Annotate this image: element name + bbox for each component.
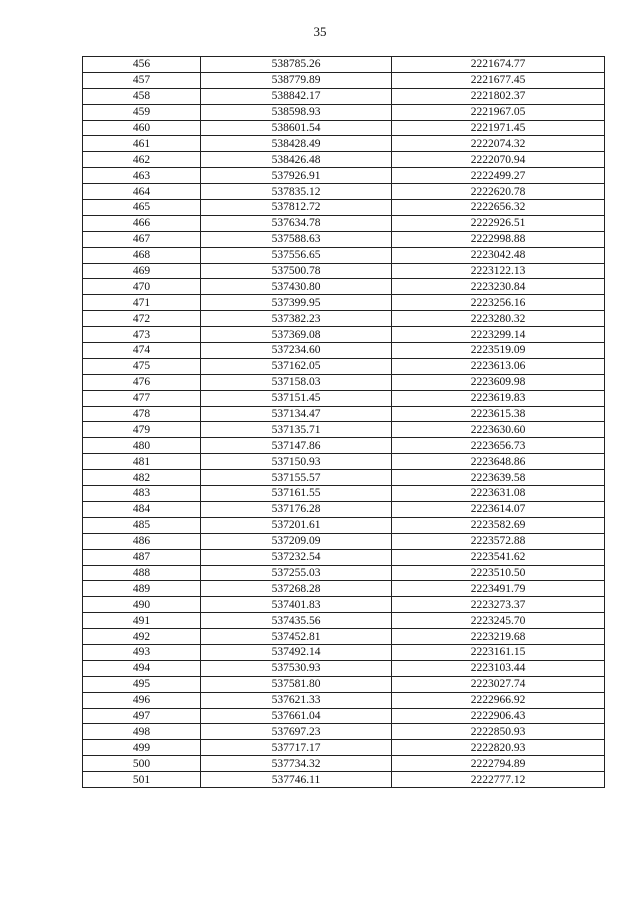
table-row	[83, 311, 605, 327]
point-number-cell: 458	[83, 88, 201, 104]
table-row	[83, 104, 605, 120]
y-coordinate-cell: 2223219.68	[392, 629, 605, 645]
x-coordinate-cell: 537746.11	[201, 772, 392, 788]
point-number-cell: 474	[83, 343, 201, 359]
y-coordinate-cell: 2222820.93	[392, 740, 605, 756]
x-coordinate-cell: 537399.95	[201, 295, 392, 311]
table-row	[83, 422, 605, 438]
table-row	[83, 676, 605, 692]
table-row	[83, 358, 605, 374]
x-coordinate-cell: 537147.86	[201, 438, 392, 454]
x-coordinate-cell: 537135.71	[201, 422, 392, 438]
x-coordinate-cell: 537697.23	[201, 724, 392, 740]
table-row	[83, 613, 605, 629]
point-number-cell: 478	[83, 406, 201, 422]
y-coordinate-cell: 2222656.32	[392, 200, 605, 216]
table-row	[83, 279, 605, 295]
table-row	[83, 374, 605, 390]
y-coordinate-cell: 2223161.15	[392, 644, 605, 660]
table-row	[83, 597, 605, 613]
x-coordinate-cell: 537176.28	[201, 501, 392, 517]
table-row	[83, 152, 605, 168]
y-coordinate-cell: 2222926.51	[392, 215, 605, 231]
table-row	[83, 438, 605, 454]
x-coordinate-cell: 537926.91	[201, 168, 392, 184]
y-coordinate-cell: 2223609.98	[392, 374, 605, 390]
table-row	[83, 581, 605, 597]
table-row	[83, 549, 605, 565]
x-coordinate-cell: 537492.14	[201, 644, 392, 660]
x-coordinate-cell: 537268.28	[201, 581, 392, 597]
point-number-cell: 492	[83, 629, 201, 645]
table-row	[83, 660, 605, 676]
y-coordinate-cell: 2223256.16	[392, 295, 605, 311]
point-number-cell: 479	[83, 422, 201, 438]
point-number-cell: 463	[83, 168, 201, 184]
x-coordinate-cell: 537588.63	[201, 231, 392, 247]
point-number-cell: 498	[83, 724, 201, 740]
x-coordinate-cell: 538428.49	[201, 136, 392, 152]
y-coordinate-cell: 2223245.70	[392, 613, 605, 629]
y-coordinate-cell: 2223613.06	[392, 358, 605, 374]
y-coordinate-cell: 2223541.62	[392, 549, 605, 565]
point-number-cell: 480	[83, 438, 201, 454]
x-coordinate-cell: 537382.23	[201, 311, 392, 327]
y-coordinate-cell: 2223122.13	[392, 263, 605, 279]
point-number-cell: 494	[83, 660, 201, 676]
point-number-cell: 495	[83, 676, 201, 692]
y-coordinate-cell: 2222620.78	[392, 184, 605, 200]
table-row	[83, 629, 605, 645]
point-number-cell: 481	[83, 454, 201, 470]
table-row	[83, 88, 605, 104]
y-coordinate-cell: 2223299.14	[392, 327, 605, 343]
x-coordinate-cell: 537430.80	[201, 279, 392, 295]
table-row	[83, 57, 605, 73]
point-number-cell: 473	[83, 327, 201, 343]
y-coordinate-cell: 2222850.93	[392, 724, 605, 740]
y-coordinate-cell: 2223273.37	[392, 597, 605, 613]
x-coordinate-cell: 537369.08	[201, 327, 392, 343]
point-number-cell: 487	[83, 549, 201, 565]
table-row	[83, 772, 605, 788]
y-coordinate-cell: 2221971.45	[392, 120, 605, 136]
y-coordinate-cell: 2223630.60	[392, 422, 605, 438]
x-coordinate-cell: 537621.33	[201, 692, 392, 708]
x-coordinate-cell: 537556.65	[201, 247, 392, 263]
y-coordinate-cell: 2223280.32	[392, 311, 605, 327]
y-coordinate-cell: 2221967.05	[392, 104, 605, 120]
y-coordinate-cell: 2223519.09	[392, 343, 605, 359]
x-coordinate-cell: 537201.61	[201, 517, 392, 533]
y-coordinate-cell: 2223656.73	[392, 438, 605, 454]
table-row	[83, 263, 605, 279]
point-number-cell: 484	[83, 501, 201, 517]
x-coordinate-cell: 537530.93	[201, 660, 392, 676]
y-coordinate-cell: 2221674.77	[392, 57, 605, 73]
y-coordinate-cell: 2222906.43	[392, 708, 605, 724]
page-number: 35	[313, 24, 327, 39]
x-coordinate-cell: 537452.81	[201, 629, 392, 645]
table-row	[83, 533, 605, 549]
point-number-cell: 460	[83, 120, 201, 136]
point-number-cell: 466	[83, 215, 201, 231]
y-coordinate-cell: 2222794.89	[392, 756, 605, 772]
x-coordinate-cell: 537232.54	[201, 549, 392, 565]
x-coordinate-cell: 537401.83	[201, 597, 392, 613]
point-number-cell: 470	[83, 279, 201, 295]
table-row	[83, 517, 605, 533]
y-coordinate-cell: 2222074.32	[392, 136, 605, 152]
x-coordinate-cell: 537500.78	[201, 263, 392, 279]
y-coordinate-cell: 2223614.07	[392, 501, 605, 517]
point-number-cell: 501	[83, 772, 201, 788]
y-coordinate-cell: 2221802.37	[392, 88, 605, 104]
point-number-cell: 475	[83, 358, 201, 374]
point-number-cell: 468	[83, 247, 201, 263]
table-row	[83, 120, 605, 136]
y-coordinate-cell: 2223619.83	[392, 390, 605, 406]
x-coordinate-cell: 537234.60	[201, 343, 392, 359]
y-coordinate-cell: 2223615.38	[392, 406, 605, 422]
point-number-cell: 493	[83, 644, 201, 660]
point-number-cell: 483	[83, 486, 201, 502]
x-coordinate-cell: 538601.54	[201, 120, 392, 136]
point-number-cell: 471	[83, 295, 201, 311]
table-row	[83, 184, 605, 200]
x-coordinate-cell: 538842.17	[201, 88, 392, 104]
y-coordinate-cell: 2222499.27	[392, 168, 605, 184]
x-coordinate-cell: 537717.17	[201, 740, 392, 756]
point-number-cell: 457	[83, 72, 201, 88]
y-coordinate-cell: 2222777.12	[392, 772, 605, 788]
table-row	[83, 136, 605, 152]
x-coordinate-cell: 537634.78	[201, 215, 392, 231]
table-row	[83, 454, 605, 470]
x-coordinate-cell: 537151.45	[201, 390, 392, 406]
table-row	[83, 231, 605, 247]
x-coordinate-cell: 537835.12	[201, 184, 392, 200]
point-number-cell: 489	[83, 581, 201, 597]
table-row	[83, 295, 605, 311]
x-coordinate-cell: 537155.57	[201, 470, 392, 486]
y-coordinate-cell: 2223042.48	[392, 247, 605, 263]
table-row	[83, 740, 605, 756]
point-number-cell: 500	[83, 756, 201, 772]
table-row	[83, 501, 605, 517]
y-coordinate-cell: 2223103.44	[392, 660, 605, 676]
table-row	[83, 390, 605, 406]
point-number-cell: 477	[83, 390, 201, 406]
x-coordinate-cell: 538785.26	[201, 57, 392, 73]
point-number-cell: 456	[83, 57, 201, 73]
table-row	[83, 215, 605, 231]
table-row	[83, 708, 605, 724]
x-coordinate-cell: 538598.93	[201, 104, 392, 120]
y-coordinate-cell: 2222966.92	[392, 692, 605, 708]
table-row	[83, 406, 605, 422]
point-number-cell: 490	[83, 597, 201, 613]
x-coordinate-cell: 538426.48	[201, 152, 392, 168]
y-coordinate-cell: 2223639.58	[392, 470, 605, 486]
y-coordinate-cell: 2223230.84	[392, 279, 605, 295]
point-number-cell: 464	[83, 184, 201, 200]
x-coordinate-cell: 537209.09	[201, 533, 392, 549]
table-row	[83, 565, 605, 581]
x-coordinate-cell: 537435.56	[201, 613, 392, 629]
y-coordinate-cell: 2223027.74	[392, 676, 605, 692]
y-coordinate-cell: 2221677.45	[392, 72, 605, 88]
y-coordinate-cell: 2223582.69	[392, 517, 605, 533]
y-coordinate-cell: 2222998.88	[392, 231, 605, 247]
y-coordinate-cell: 2223572.88	[392, 533, 605, 549]
x-coordinate-cell: 537134.47	[201, 406, 392, 422]
table-row	[83, 470, 605, 486]
x-coordinate-cell: 537161.55	[201, 486, 392, 502]
table-row	[83, 72, 605, 88]
point-number-cell: 462	[83, 152, 201, 168]
x-coordinate-cell: 537255.03	[201, 565, 392, 581]
point-number-cell: 488	[83, 565, 201, 581]
point-number-cell: 472	[83, 311, 201, 327]
point-number-cell: 465	[83, 200, 201, 216]
point-number-cell: 499	[83, 740, 201, 756]
table-row	[83, 756, 605, 772]
x-coordinate-cell: 537158.03	[201, 374, 392, 390]
table-row	[83, 327, 605, 343]
x-coordinate-cell: 537734.32	[201, 756, 392, 772]
x-coordinate-cell: 538779.89	[201, 72, 392, 88]
table-row	[83, 692, 605, 708]
coordinates-table	[82, 56, 605, 788]
point-number-cell: 486	[83, 533, 201, 549]
point-number-cell: 461	[83, 136, 201, 152]
point-number-cell: 476	[83, 374, 201, 390]
point-number-cell: 497	[83, 708, 201, 724]
y-coordinate-cell: 2223648.86	[392, 454, 605, 470]
point-number-cell: 491	[83, 613, 201, 629]
x-coordinate-cell: 537812.72	[201, 200, 392, 216]
x-coordinate-cell: 537150.93	[201, 454, 392, 470]
x-coordinate-cell: 537162.05	[201, 358, 392, 374]
x-coordinate-cell: 537661.04	[201, 708, 392, 724]
y-coordinate-cell: 2223510.50	[392, 565, 605, 581]
table-row	[83, 724, 605, 740]
table-row	[83, 247, 605, 263]
point-number-cell: 467	[83, 231, 201, 247]
point-number-cell: 496	[83, 692, 201, 708]
table-row	[83, 486, 605, 502]
point-number-cell: 482	[83, 470, 201, 486]
point-number-cell: 459	[83, 104, 201, 120]
y-coordinate-cell: 2222070.94	[392, 152, 605, 168]
point-number-cell: 485	[83, 517, 201, 533]
x-coordinate-cell: 537581.80	[201, 676, 392, 692]
point-number-cell: 469	[83, 263, 201, 279]
table-row	[83, 168, 605, 184]
y-coordinate-cell: 2223631.08	[392, 486, 605, 502]
table-row	[83, 343, 605, 359]
y-coordinate-cell: 2223491.79	[392, 581, 605, 597]
table-row	[83, 644, 605, 660]
coordinates-table-body	[83, 57, 605, 788]
table-row	[83, 200, 605, 216]
